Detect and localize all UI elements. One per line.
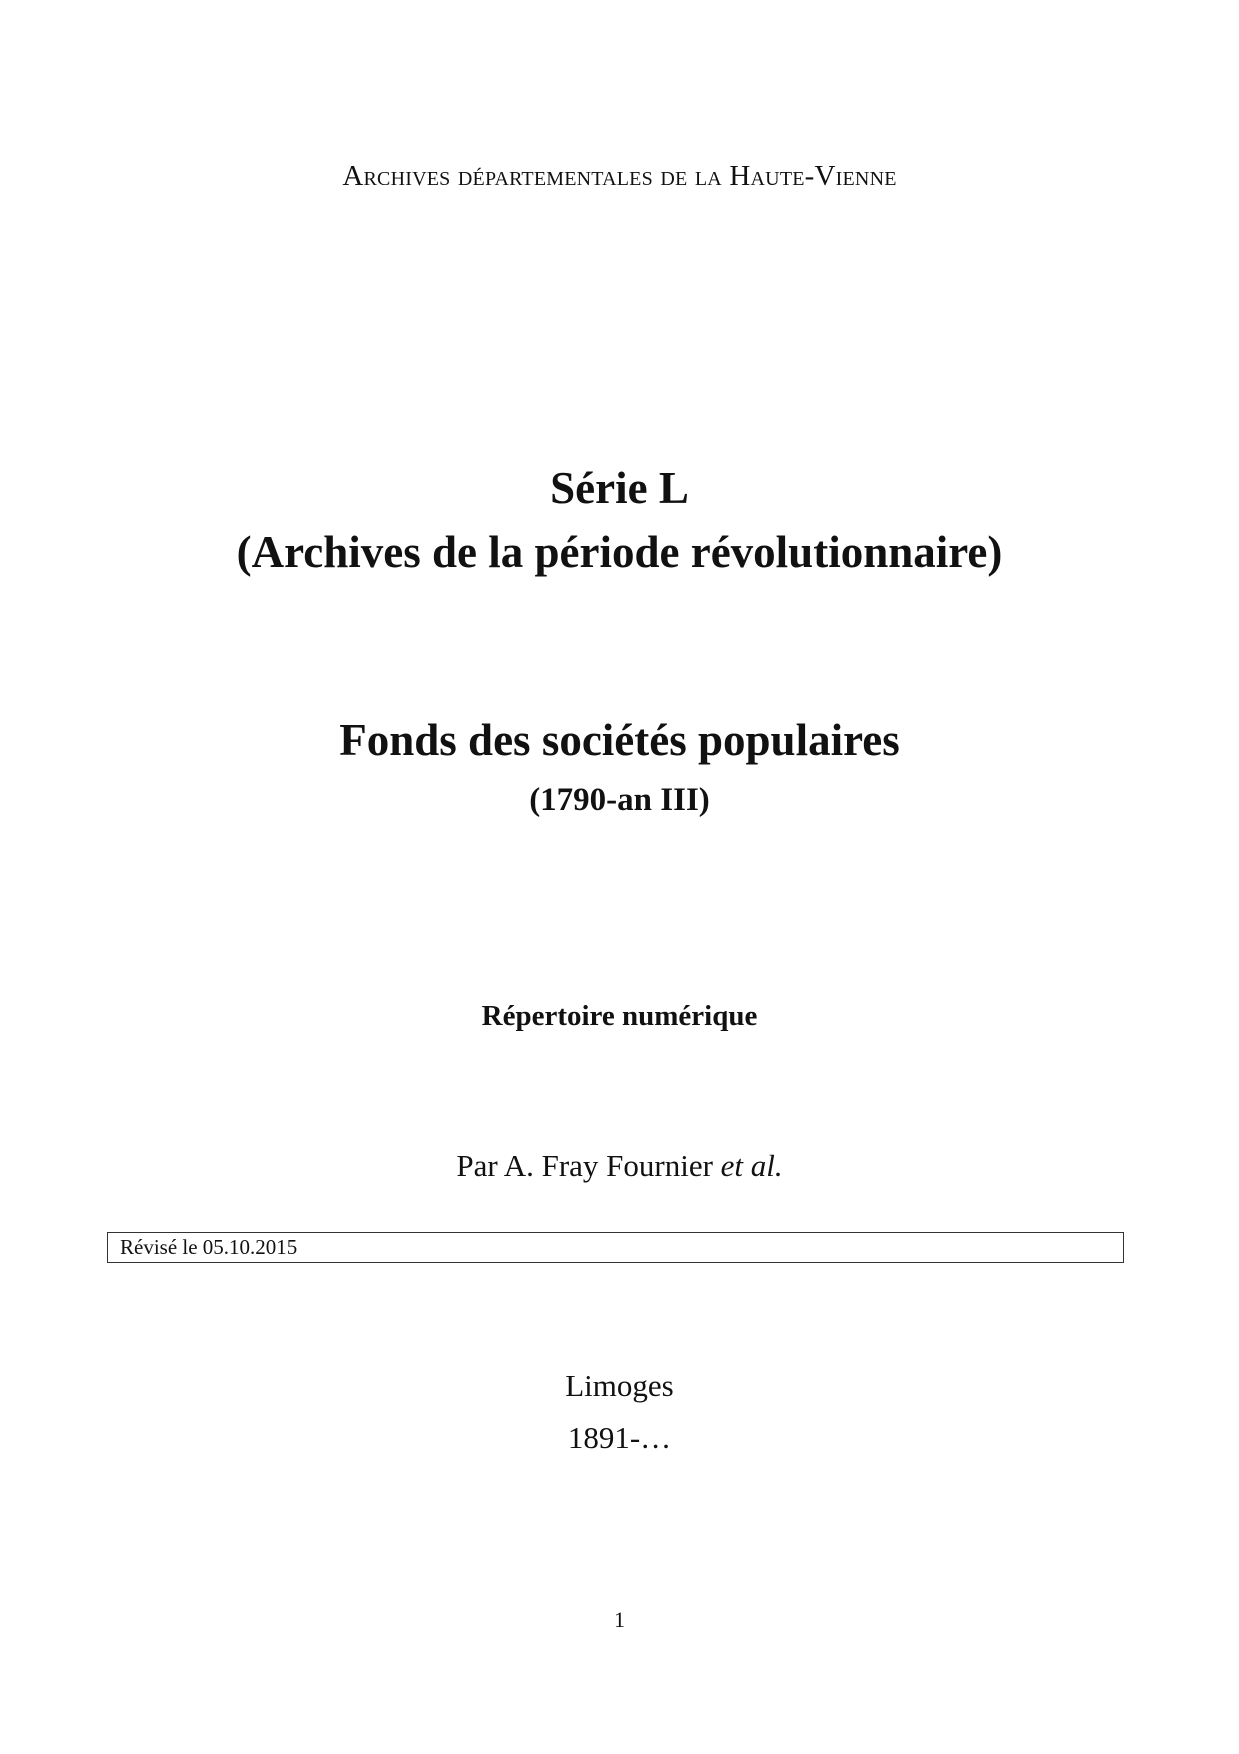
series-title-block [0,456,1239,584]
institution-header: Archives départementales de la Haute-Vienne [342,160,897,192]
author-et-al: et al. [720,1148,783,1183]
author-name: Par A. Fray Fournier [456,1148,721,1183]
imprint-years: 1891-… [567,1420,672,1455]
fonds-dates: (1790-an III) [529,782,710,818]
document-type: Répertoire numérique [481,1000,758,1032]
revision-box: Révisé le 05.10.2015 [107,1232,1124,1263]
fonds-title: Fonds des sociétés populaires [339,715,900,765]
series-title: Série L [550,463,689,513]
imprint-place: Limoges [565,1368,674,1403]
author-line [0,1148,1239,1184]
page-number: 1 [614,1607,625,1632]
series-subtitle: (Archives de la période révolutionnaire) [236,527,1003,577]
